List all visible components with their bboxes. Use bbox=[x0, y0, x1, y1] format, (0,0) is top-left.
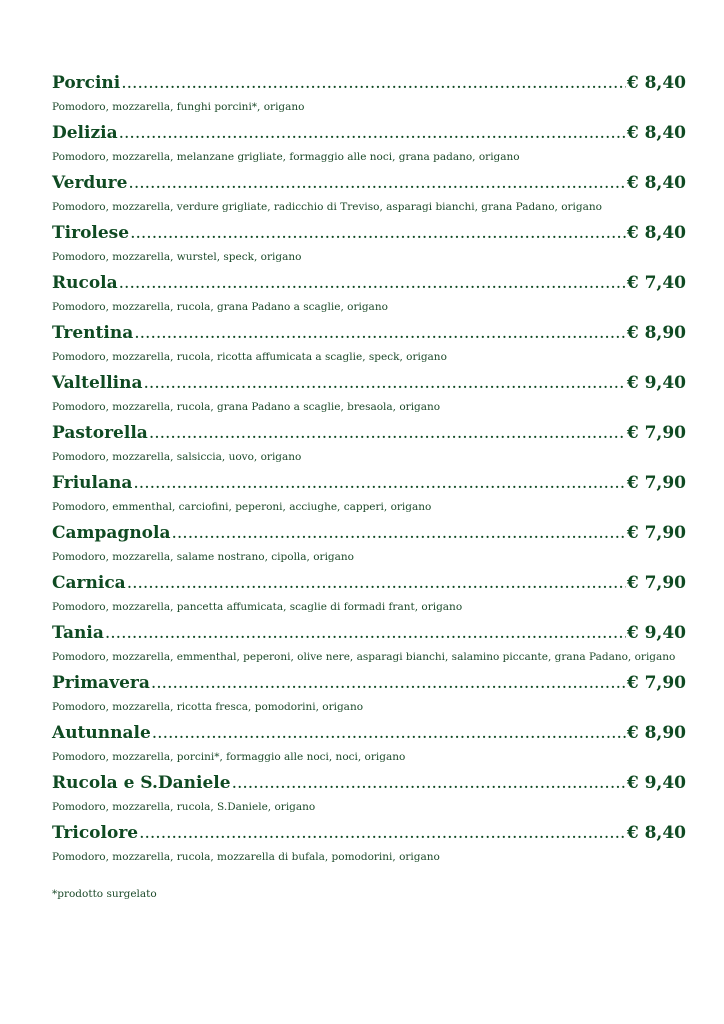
dot-leader bbox=[128, 170, 625, 196]
menu-item bbox=[52, 220, 688, 270]
item-description: Pomodoro, mozzarella, salsiccia, uovo, origano bbox=[52, 451, 302, 463]
menu-item-line bbox=[52, 520, 688, 546]
menu-item bbox=[52, 320, 688, 370]
menu-item-line bbox=[52, 170, 688, 196]
menu-item-line bbox=[52, 470, 688, 496]
menu-item-line bbox=[52, 570, 688, 596]
footnote: *prodotto surgelato bbox=[52, 888, 157, 900]
item-name: Rucola bbox=[52, 273, 118, 293]
menu-item bbox=[52, 770, 688, 820]
item-description: Pomodoro, mozzarella, rucola, S.Daniele, origano bbox=[52, 801, 316, 813]
dot-leader bbox=[134, 320, 626, 346]
item-description: Pomodoro, emmenthal, carciofini, peperoni, acciughe, capperi, origano bbox=[52, 501, 432, 513]
menu-item-line bbox=[52, 670, 688, 696]
item-description: Pomodoro, mozzarella, rucola, grana Padano a scaglie, bresaola, origano bbox=[52, 401, 441, 413]
item-price: € 7,40 bbox=[626, 273, 686, 293]
item-name: Friulana bbox=[52, 473, 133, 493]
menu-item bbox=[52, 570, 688, 620]
item-name: Tirolese bbox=[52, 223, 130, 243]
menu-item bbox=[52, 270, 688, 320]
item-description: Pomodoro, mozzarella, ricotta fresca, pomodorini, origano bbox=[52, 701, 364, 713]
item-price: € 8,40 bbox=[626, 223, 686, 243]
dot-leader bbox=[119, 120, 626, 146]
dot-leader bbox=[133, 470, 625, 496]
item-name: Delizia bbox=[52, 123, 118, 143]
item-name: Pastorella bbox=[52, 423, 148, 443]
item-price: € 9,40 bbox=[626, 773, 686, 793]
item-name: Autunnale bbox=[52, 723, 151, 743]
menu-item bbox=[52, 470, 688, 520]
dot-leader bbox=[139, 820, 626, 846]
menu-item-line bbox=[52, 370, 688, 396]
menu-item-line bbox=[52, 70, 688, 96]
dot-leader bbox=[151, 670, 626, 696]
menu-item-line bbox=[52, 720, 688, 746]
dot-leader bbox=[152, 720, 626, 746]
item-description: Pomodoro, mozzarella, pancetta affumicata, scaglie di formadi frant, origano bbox=[52, 601, 463, 613]
dot-leader bbox=[144, 370, 626, 396]
dot-leader bbox=[172, 520, 626, 546]
item-description: Pomodoro, mozzarella, melanzane grigliate, formaggio alle noci, grana padano, origano bbox=[52, 151, 520, 163]
menu-item bbox=[52, 70, 688, 120]
item-price: € 8,40 bbox=[626, 173, 686, 193]
menu-item-line bbox=[52, 820, 688, 846]
item-price: € 7,90 bbox=[626, 423, 686, 443]
item-name: Carnica bbox=[52, 573, 126, 593]
dot-leader bbox=[127, 570, 626, 596]
item-description: Pomodoro, mozzarella, funghi porcini*, origano bbox=[52, 101, 305, 113]
item-name: Valtellina bbox=[52, 373, 143, 393]
item-name: Primavera bbox=[52, 673, 150, 693]
menu-item bbox=[52, 170, 688, 220]
item-price: € 7,90 bbox=[626, 673, 686, 693]
menu-item bbox=[52, 720, 688, 770]
dot-leader bbox=[105, 620, 626, 646]
item-name: Campagnola bbox=[52, 523, 171, 543]
item-description: Pomodoro, mozzarella, rucola, mozzarella di bufala, pomodorini, origano bbox=[52, 851, 440, 863]
item-price: € 8,40 bbox=[626, 123, 686, 143]
item-description: Pomodoro, mozzarella, verdure grigliate, radicchio di Treviso, asparagi bianchi, grana Padano, origano bbox=[52, 201, 602, 213]
item-price: € 9,40 bbox=[626, 623, 686, 643]
item-description: Pomodoro, mozzarella, salame nostrano, cipolla, origano bbox=[52, 551, 354, 563]
dot-leader bbox=[149, 420, 626, 446]
menu-item bbox=[52, 620, 688, 670]
item-name: Rucola e S.Daniele bbox=[52, 773, 231, 793]
item-name: Tania bbox=[52, 623, 104, 643]
item-description: Pomodoro, mozzarella, wurstel, speck, origano bbox=[52, 251, 302, 263]
menu-item bbox=[52, 520, 688, 570]
menu-item bbox=[52, 670, 688, 720]
dot-leader bbox=[121, 70, 626, 96]
item-description: Pomodoro, mozzarella, emmenthal, peperoni, olive nere, asparagi bianchi, salamino piccante, grana Padano, origano bbox=[52, 651, 676, 663]
item-price: € 9,40 bbox=[626, 373, 686, 393]
item-price: € 8,40 bbox=[626, 823, 686, 843]
menu-item bbox=[52, 820, 688, 870]
menu-item-line bbox=[52, 320, 688, 346]
menu-item bbox=[52, 370, 688, 420]
item-description: Pomodoro, mozzarella, rucola, ricotta affumicata a scaglie, speck, origano bbox=[52, 351, 447, 363]
item-price: € 8,90 bbox=[626, 323, 686, 343]
dot-leader bbox=[119, 270, 626, 296]
item-name: Verdure bbox=[52, 173, 128, 193]
item-name: Trentina bbox=[52, 323, 134, 343]
menu-item-line bbox=[52, 620, 688, 646]
menu-item-line bbox=[52, 120, 688, 146]
item-price: € 8,90 bbox=[626, 723, 686, 743]
menu-item-line bbox=[52, 420, 688, 446]
item-name: Tricolore bbox=[52, 823, 139, 843]
item-price: € 7,90 bbox=[626, 573, 686, 593]
menu-item bbox=[52, 120, 688, 170]
item-price: € 7,90 bbox=[626, 523, 686, 543]
menu-item-line bbox=[52, 270, 688, 296]
item-price: € 8,40 bbox=[626, 73, 686, 93]
menu-item bbox=[52, 420, 688, 470]
item-price: € 7,90 bbox=[626, 473, 686, 493]
item-name: Porcini bbox=[52, 73, 121, 93]
menu-item-line bbox=[52, 220, 688, 246]
menu-item-line bbox=[52, 770, 688, 796]
dot-leader bbox=[130, 220, 626, 246]
dot-leader bbox=[232, 770, 626, 796]
item-description: Pomodoro, mozzarella, porcini*, formaggio alle noci, noci, origano bbox=[52, 751, 406, 763]
pizza-menu-list bbox=[52, 70, 688, 870]
item-description: Pomodoro, mozzarella, rucola, grana Padano a scaglie, origano bbox=[52, 301, 388, 313]
